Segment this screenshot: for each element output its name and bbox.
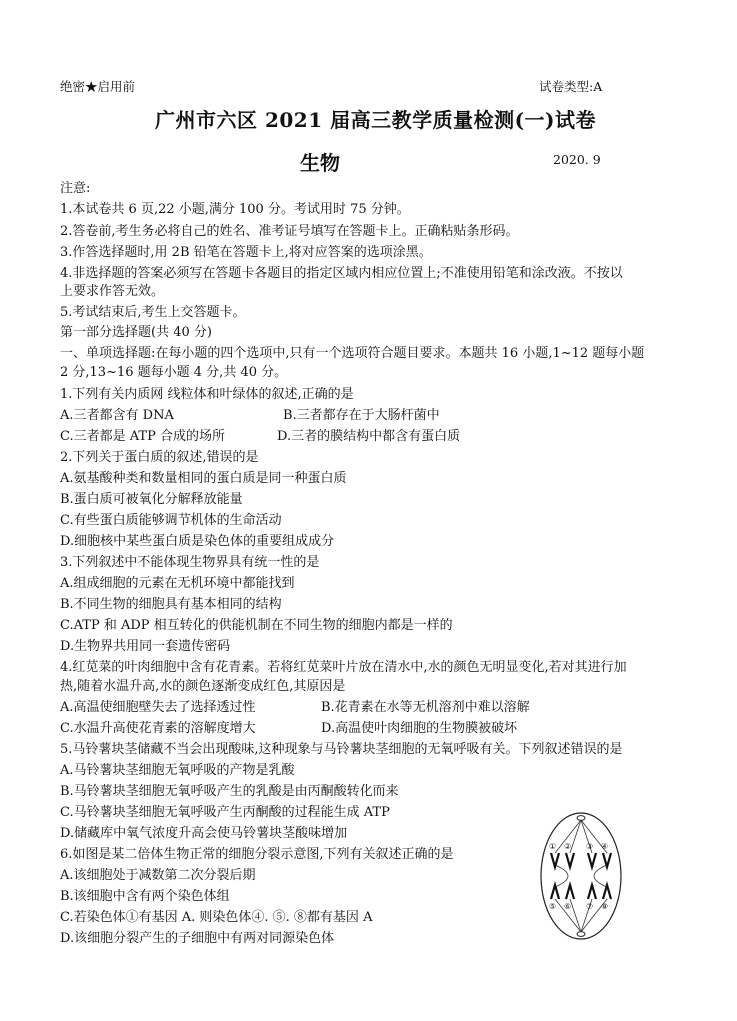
chromosome-label-3: ③: [586, 842, 594, 851]
part1-instruction: 2 分,13~16 题每小题 4 分,共 40 分。: [60, 365, 288, 380]
option-c: C.马铃薯块茎细胞无氧呼吸产生丙酮酸的过程能生成 ATP: [60, 805, 390, 820]
option-c: C.有些蛋白质能够调节机体的生命活动: [60, 513, 282, 528]
confidential-label: 绝密★启用前: [60, 79, 136, 94]
exam-date: 2020. 9: [553, 152, 601, 167]
question-stem: 3.下列叙述中不能体现生物界具有统一性的是: [60, 555, 320, 570]
notice-item: 4.非选择题的答案必须写在答题卡各题目的指定区域内相应位置上;不准使用铅笔和涂改液。不按以: [60, 266, 623, 281]
notice-item: 5.考试结束后,考生上交答题卡。: [60, 305, 246, 320]
chromosome-label-4: ④: [601, 842, 609, 851]
part1-heading: 第一部分选择题(共 40 分): [60, 325, 212, 340]
exam-title: 广州市六区 2021 届高三教学质量检测(一)试卷: [155, 108, 597, 132]
option-b: B.花青素在水等无机溶剂中难以溶解: [321, 700, 530, 715]
option-b: B.三者都存在于大肠杆菌中: [283, 408, 440, 423]
notice-heading: 注意:: [60, 181, 91, 196]
option-a: A.马铃薯块茎细胞无氧呼吸的产物是乳酸: [60, 763, 295, 778]
option-d: D.生物界共用同一套遗传密码: [60, 639, 231, 654]
option-d: D.三者的膜结构中都含有蛋白质: [277, 429, 461, 444]
option-a: A.三者都含有 DNA: [60, 408, 174, 423]
option-b: B.马铃薯块茎细胞无氧呼吸产生的乳酸是由丙酮酸转化而来: [60, 784, 399, 799]
option-d: D.该细胞分裂产生的子细胞中有两对同源染色体: [60, 931, 335, 946]
notice-item: 2.答卷前,考生务必将自己的姓名、准考证号填写在答题卡上。正确粘贴条形码。: [60, 224, 519, 239]
question-stem: 2.下列关于蛋白质的叙述,错误的是: [60, 450, 259, 465]
option-c: C.三者都是 ATP 合成的场所: [60, 429, 225, 444]
spindle-fibers: [555, 820, 607, 932]
option-a: A.高温使细胞壁失去了选择透过性: [60, 700, 256, 715]
notice-item: 3.作答选择题时,用 2B 铅笔在答题卡上,将对应答案的选项涂黑。: [60, 245, 432, 260]
cell-division-diagram: [538, 809, 624, 943]
subject-title: 生物: [300, 151, 340, 175]
option-c: C.ATP 和 ADP 相互转化的供能机制在不同生物的细胞内都是一样的: [60, 618, 453, 633]
option-b: B.该细胞中含有两个染色体组: [60, 889, 230, 904]
question-stem: 热,随着水温升高,水的颜色逐渐变成红色,其原因是: [60, 679, 346, 694]
option-b: B.蛋白质可被氧化分解释放能量: [60, 492, 243, 507]
paper-type-label: 试卷类型:A: [539, 79, 603, 94]
centriole-bottom: [577, 932, 585, 937]
question-stem: 1.下列有关内质网 线粒体和叶绿体的叙述,正确的是: [60, 387, 354, 402]
centriole-top: [577, 816, 585, 821]
part1-instruction: 一、单项选择题:在每小题的四个选项中,只有一个选项符合题目要求。本题共 16 小题,1~12 题每小题: [60, 346, 645, 361]
option-d: D.高温使叶肉细胞的生物膜被破坏: [321, 721, 518, 736]
notice-item: 上要求作答无效。: [60, 284, 165, 299]
question-stem: 5.马铃薯块茎储藏不当会出现酸味,这种现象与马铃薯块茎细胞的无氧呼吸有关。下列叙述错误的是: [60, 742, 623, 757]
chromosome-label-1: ①: [549, 842, 557, 851]
chromosomes-top: [551, 853, 611, 867]
notice-item: 1.本试卷共 6 页,22 小题,满分 100 分。考试用时 75 分钟。: [60, 202, 410, 217]
option-d: D.细胞核中某些蛋白质是染色体的重要组成成分: [60, 534, 335, 549]
option-a: A.氨基酸种类和数量相同的蛋白质是同一种蛋白质: [60, 471, 347, 486]
option-a: A.该细胞处于减数第二次分裂后期: [60, 868, 256, 883]
chromosome-label-8: ⑧: [601, 902, 609, 911]
chromosomes-bottom: [551, 885, 611, 899]
option-a: A.组成细胞的元素在无机环境中都能找到: [60, 576, 295, 591]
chromosome-label-5: ⑤: [549, 902, 557, 911]
option-c: C.水温升高使花青素的溶解度增大: [60, 721, 256, 736]
option-c: C.若染色体①有基因 A. 则染色体④. ⑤. ⑧都有基因 A: [60, 910, 373, 925]
chromosome-label-6: ⑥: [564, 902, 572, 911]
option-b: B.不同生物的细胞具有基本相同的结构: [60, 597, 282, 612]
cell-membrane: [541, 813, 621, 939]
chromosome-label-2: ②: [564, 842, 572, 851]
chromosome-label-7: ⑦: [586, 902, 594, 911]
question-stem: 6.如图是某二倍体生物正常的细胞分裂示意图,下列有关叙述正确的是: [60, 847, 454, 862]
question-stem: 4.红苋菜的叶肉细胞中含有花青素。若将红苋菜叶片放在清水中,水的颜色无明显变化,若对其进行加: [60, 660, 627, 675]
option-d: D.储藏库中氧气浓度升高会使马铃薯块茎酸味增加: [60, 826, 348, 841]
